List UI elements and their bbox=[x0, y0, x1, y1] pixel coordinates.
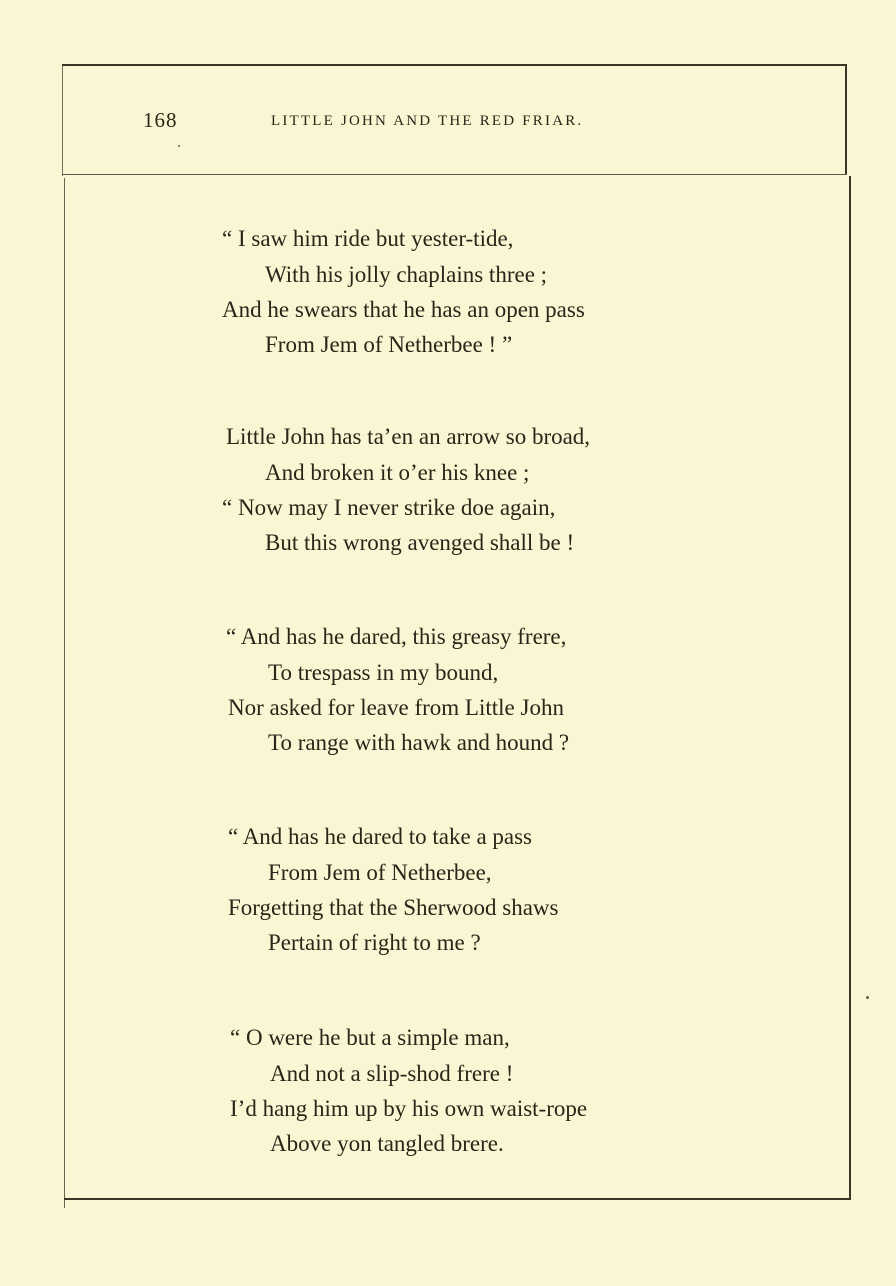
verse-line: Forgetting that the Sherwood shaws bbox=[228, 895, 559, 920]
frame-left-rule bbox=[62, 64, 63, 176]
verse-line: But this wrong avenged shall be ! bbox=[265, 530, 575, 555]
verse-line: Nor asked for leave from Little John bbox=[228, 695, 564, 720]
verse-line: “ And has he dared to take a pass bbox=[228, 824, 533, 849]
verse-line: I’d hang him up by his own waist-rope bbox=[230, 1096, 588, 1121]
body-right-rule bbox=[849, 176, 851, 1198]
verse-line: With his jolly chaplains three ; bbox=[265, 262, 548, 287]
verse-line: And broken it o’er his knee ; bbox=[265, 460, 530, 485]
body-bottom-rule bbox=[64, 1198, 851, 1200]
verse-line: Little John has ta’en an arrow so broad, bbox=[226, 424, 591, 449]
page-speck bbox=[866, 996, 869, 999]
verse-line: From Jem of Netherbee, bbox=[268, 860, 492, 885]
verse-line: “ O were he but a simple man, bbox=[230, 1025, 510, 1050]
verse-line: “ Now may I never strike doe again, bbox=[222, 495, 556, 520]
verse-line: “ And has he dared, this greasy frere, bbox=[226, 624, 567, 649]
verse-line: To trespass in my bound, bbox=[268, 660, 499, 685]
verse-line: To range with hawk and hound ? bbox=[268, 730, 570, 755]
body-left-rule bbox=[64, 178, 65, 1208]
frame-right-rule bbox=[845, 64, 847, 174]
page-speck bbox=[178, 145, 180, 147]
verse-line: From Jem of Netherbee ! ” bbox=[265, 332, 513, 357]
verse-line: Above yon tangled brere. bbox=[270, 1131, 504, 1156]
verse-line: And not a slip-shod frere ! bbox=[270, 1061, 514, 1086]
verse-line: And he swears that he has an open pass bbox=[222, 297, 585, 322]
verse-line: Pertain of right to me ? bbox=[268, 930, 481, 955]
page-number: 168 bbox=[143, 108, 178, 132]
header-bottom-rule bbox=[62, 174, 847, 175]
frame-top-rule bbox=[62, 64, 846, 66]
verse-line: “ I saw him ride but yester-tide, bbox=[222, 226, 514, 251]
running-title: LITTLE JOHN AND THE RED FRIAR. bbox=[271, 113, 584, 129]
